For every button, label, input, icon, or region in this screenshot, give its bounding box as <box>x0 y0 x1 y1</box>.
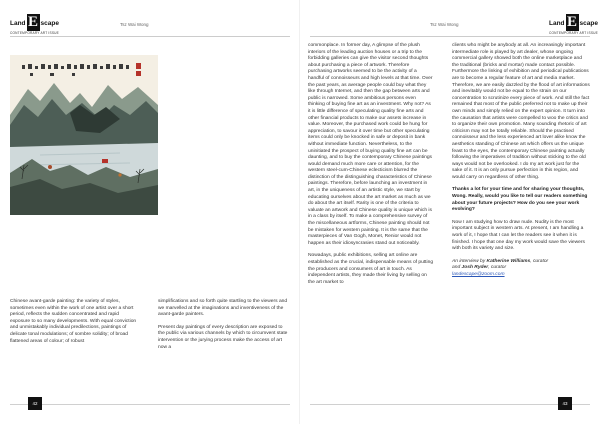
header-divider <box>10 36 290 37</box>
interview-credit <box>452 259 590 279</box>
middle-column <box>308 43 434 292</box>
paragraph: Nowadays, public exhibitions, selling art online are established as the crucial, indispensable means of putting the producers and consumers of art in touch. As independent artists, they made their living by selling on the art market to <box>308 253 434 285</box>
credit-role-2: , curator <box>488 265 507 271</box>
paragraph: clients who might be anybody at all. An increasingly important intermediate role is played by art dealer, whose ongoing commercial gallery showed both the online marketplace and the traditional (bricks and mortar) made contact possible. Furthermore the linking of exhibition and periodical publications are to become a regular feature of art and media market. Therefore, we are easily dazzled by the flood of art informations and inevitably would not be equal to the strain on our concentration to scrutinize every piece of work. And still the fact remained that most of the public preferred not to make up their own minds and simply relied on the expert opinion. It turn into the causation that artists were compelled to woo the critics and to organize their own promotion. Many sounding rhetoric of art criticism may not be totally reliable. Should the practised connoisseur and the less experienced art lover alike know the aesthetics standing of Chinese art which offers us the unique feast to the eyes, the contemporary Chinese painting actually following the imperatives of tradition without sticking to the old ways would not be overlooked. I do my art work just for the sake of it. It is an only pursue perfection in this region, and would carry on regardless of other thing. <box>452 43 590 180</box>
right-page <box>300 0 600 424</box>
logo-word-scape: scape <box>40 20 59 27</box>
email-link[interactable]: landescape@zoom.com <box>452 272 505 277</box>
credit-and: and <box>452 265 462 271</box>
paragraph: Now I am studying how to draw nude. Nudity is the most important subject in western arts. At present, I am handling a work of it, I hope that I can let the readers see it when it is finished. I hope that one day my work would save the viewers with both its variety and size. <box>452 219 585 252</box>
running-head-author: Tsz Wai Wong <box>120 22 149 27</box>
right-column <box>452 43 590 285</box>
magazine-logo <box>10 14 59 31</box>
page-number-right: 43 <box>558 397 572 410</box>
logo-letter-e: E <box>567 14 578 30</box>
credit-prefix: An interview by <box>452 258 487 264</box>
credit-name-2: Josh Ryder <box>461 265 489 271</box>
running-head-author: Tsz Wai Wong <box>430 22 459 27</box>
footer-divider <box>310 404 590 405</box>
logo-subtitle: CONTEMPORARY ART ISSUE <box>549 31 598 35</box>
paragraph: simplifications and so forth quite startling to the viewers and we marvelled at the imaginations and inventiveness of the avant-garde painters. <box>158 299 288 318</box>
magazine-logo <box>549 14 598 31</box>
logo-word-land: Land <box>10 20 26 27</box>
header-divider <box>310 36 590 37</box>
logo-word-scape: scape <box>579 20 598 27</box>
credit-role-1: , curator <box>530 258 549 264</box>
page-number-left: 42 <box>28 397 42 410</box>
footer-divider <box>10 404 290 405</box>
paragraph: Present day paintings of every description are exposed to the public via various channels by which to circumvent state intervention or the jurying process make the access of art now a <box>158 324 288 350</box>
credit-name-1: Katherine Williams <box>486 258 531 264</box>
logo-subtitle: CONTEMPORARY ART ISSUE <box>10 31 59 35</box>
logo-word-land: Land <box>549 20 565 27</box>
logo-letter-e: E <box>28 14 39 30</box>
left-column-1 <box>10 299 138 351</box>
interview-question: Thanks a lot for your time and for sharing your thoughts, Wong. Really, would you like to tell our readers something about your future projects? How do you see your work evolving? <box>452 187 588 213</box>
paragraph: commonplace. In former day, A glimpse of the plush interiors of the leading auction houses or a trip to the forbidding galleries can give the visitor second thoughts about purchasing a piece of artwork. Therefore purchasing artworks seemed to be the activity of a handful of connoisseurs and high levels at that time. Over the past years, as average people could buy what they like through Internet, and then the gap between arts and public is narrowed. Some ambitious persons even thinking of buying fine art as an investment. Why not? As it is little difference of speculating quality fine arts and other financial products to make our assets increase in value. Moreover, the purchased work could be hung for appreciation, to savour it over time but other speculating items could only be knocked in safe or deposit in bank without immediate function. Nevertheless, to the uninitiated the prospect of buying quality fine art can be daunting, and to buy the contemporary Chinese paintings would demand much more care or attention, for the western steel-cum-Chinese eclecticism blurred the distinction of the distinguishing characteristics of Chinese paintings. Therefore, before launching an investment in art, in the uniqueness of an artistic style, we start by educating ourselves about the art market as much as we do about the art itself. Rarity is one of the criteria to valuate an artwork and Chinese quality is unique which is in a class by itself. To make a comprehensive survey of the miscellaneous artforms, Chinese painting should not be mistaken for western painting. It is the same that the masterpieces of Van Gogh, Monet, Renior would not happen as their idiosyncrasies stand out noticeably. <box>308 43 433 246</box>
chinese-landscape-painting-image <box>10 55 158 215</box>
paragraph: Chinese avant-garde painting: the variety of styles, sometimes even within the work of one artist over a short period, reflects the sudden concentrated and rapid exposure to so many developments. With equal conviction and unmistakably individual predilections, paintings of delicate tonal modulations; of sombre solidity; of broad flattened areas of colour; of robust <box>10 299 137 344</box>
left-column-2 <box>158 299 288 357</box>
